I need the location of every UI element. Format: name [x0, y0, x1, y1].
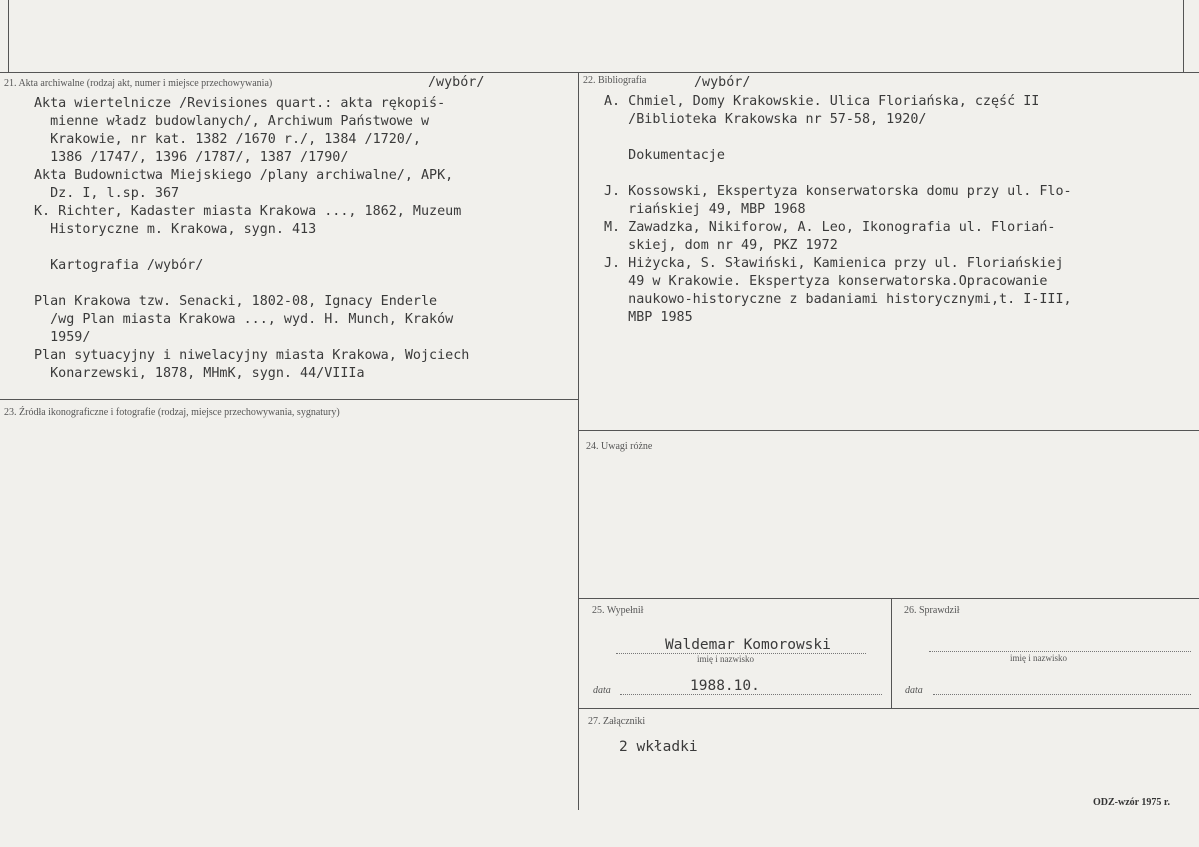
line	[34, 275, 469, 293]
line: MBP 1985	[604, 310, 693, 325]
line: Plan sytuacyjny i niwelacyjny miasta Krakowa, Wojciech	[34, 348, 470, 363]
divider-25-26	[891, 598, 892, 708]
line: Konarzewski, 1878, MHmK, sygn. 44/VIIIa	[34, 366, 365, 381]
section-24-label: 24. Uwagi różne	[586, 441, 653, 452]
line: J. Hiżycka, S. Sławiński, Kamienica przy ul. Floriańskiej	[604, 256, 1064, 271]
line	[34, 239, 469, 257]
line: Dokumentacje	[604, 148, 725, 163]
section-22-content	[604, 93, 1072, 327]
divider-22-24	[578, 430, 1199, 431]
line: riańskiej 49, MBP 1968	[604, 202, 806, 217]
divider-24-25	[578, 598, 1199, 599]
top-right-border	[1183, 0, 1184, 72]
line: skiej, dom nr 49, PKZ 1972	[604, 238, 838, 253]
line: Akta wiertelnicze /Revisiones quart.: akta rękopiś-	[34, 96, 446, 111]
divider-25-27	[578, 708, 1199, 709]
line: K. Richter, Kadaster miasta Krakowa ..., 1862, Muzeum	[34, 204, 462, 219]
line: /wg Plan miasta Krakowa ..., wyd. H. Munch, Kraków	[34, 312, 454, 327]
date-value: 1988.10.	[690, 678, 760, 694]
line: Kartografia /wybór/	[34, 258, 204, 273]
line: Akta Budownictwa Miejskiego /plany archiwalne/, APK,	[34, 168, 454, 183]
line: Dz. I, l.sp. 367	[34, 186, 180, 201]
line: mienne władz budowlanych/, Archiwum Państwowe w	[34, 114, 430, 129]
line: 49 w Krakowie. Ekspertyza konserwatorska.Opracowanie	[604, 274, 1048, 289]
line	[604, 129, 1072, 147]
section-21-label: 21. Akta archiwalne (rodzaj akt, numer i miejsce przechowywania)	[4, 78, 273, 89]
section-21-content	[34, 95, 469, 383]
line	[604, 165, 1072, 183]
attachments-value: 2 wkładki	[619, 739, 698, 755]
line: Krakowie, nr kat. 1382 /1670 r./, 1384 /1720/,	[34, 132, 421, 147]
form-version: ODZ-wzór 1975 r.	[1093, 797, 1170, 808]
section-22-note: /wybór/	[694, 75, 751, 90]
line: Plan Krakowa tzw. Senacki, 1802-08, Ignacy Enderle	[34, 294, 438, 309]
line: 1959/	[34, 330, 91, 345]
top-divider	[0, 72, 1199, 73]
checker-date-line	[933, 694, 1191, 695]
top-left-border	[8, 0, 9, 72]
checker-date-label: data	[905, 685, 923, 696]
section-27-label: 27. Załączniki	[588, 716, 646, 727]
divider-21-23	[0, 399, 578, 400]
section-25-label: 25. Wypełnił	[592, 605, 644, 616]
line: /Biblioteka Krakowska nr 57-58, 1920/	[604, 112, 927, 127]
line: naukowo-historyczne z badaniami historycznymi,t. I-III,	[604, 292, 1072, 307]
section-26-label: 26. Sprawdził	[904, 605, 960, 616]
line: Historyczne m. Krakowa, sygn. 413	[34, 222, 317, 237]
name-caption: imię i nazwisko	[697, 654, 754, 664]
section-23-label: 23. Źródła ikonograficzne i fotografie (rodzaj, miejsce przechowywania, sygnatury)	[4, 407, 340, 418]
center-divider	[578, 72, 579, 810]
section-22-label: 22. Bibliografia	[583, 75, 647, 86]
date-line	[620, 694, 882, 695]
date-label: data	[593, 685, 611, 696]
line: 1386 /1747/, 1396 /1787/, 1387 /1790/	[34, 150, 349, 165]
filled-by-name: Waldemar Komorowski	[665, 637, 831, 653]
section-21-note: /wybór/	[428, 75, 485, 90]
checker-name-caption: imię i nazwisko	[1010, 653, 1067, 663]
line: M. Zawadzka, Nikiforow, A. Leo, Ikonografia ul. Floriań-	[604, 220, 1056, 235]
checker-name-line	[929, 651, 1191, 652]
line: A. Chmiel, Domy Krakowskie. Ulica Floriańska, część II	[604, 94, 1040, 109]
line: J. Kossowski, Ekspertyza konserwatorska domu przy ul. Flo-	[604, 184, 1072, 199]
